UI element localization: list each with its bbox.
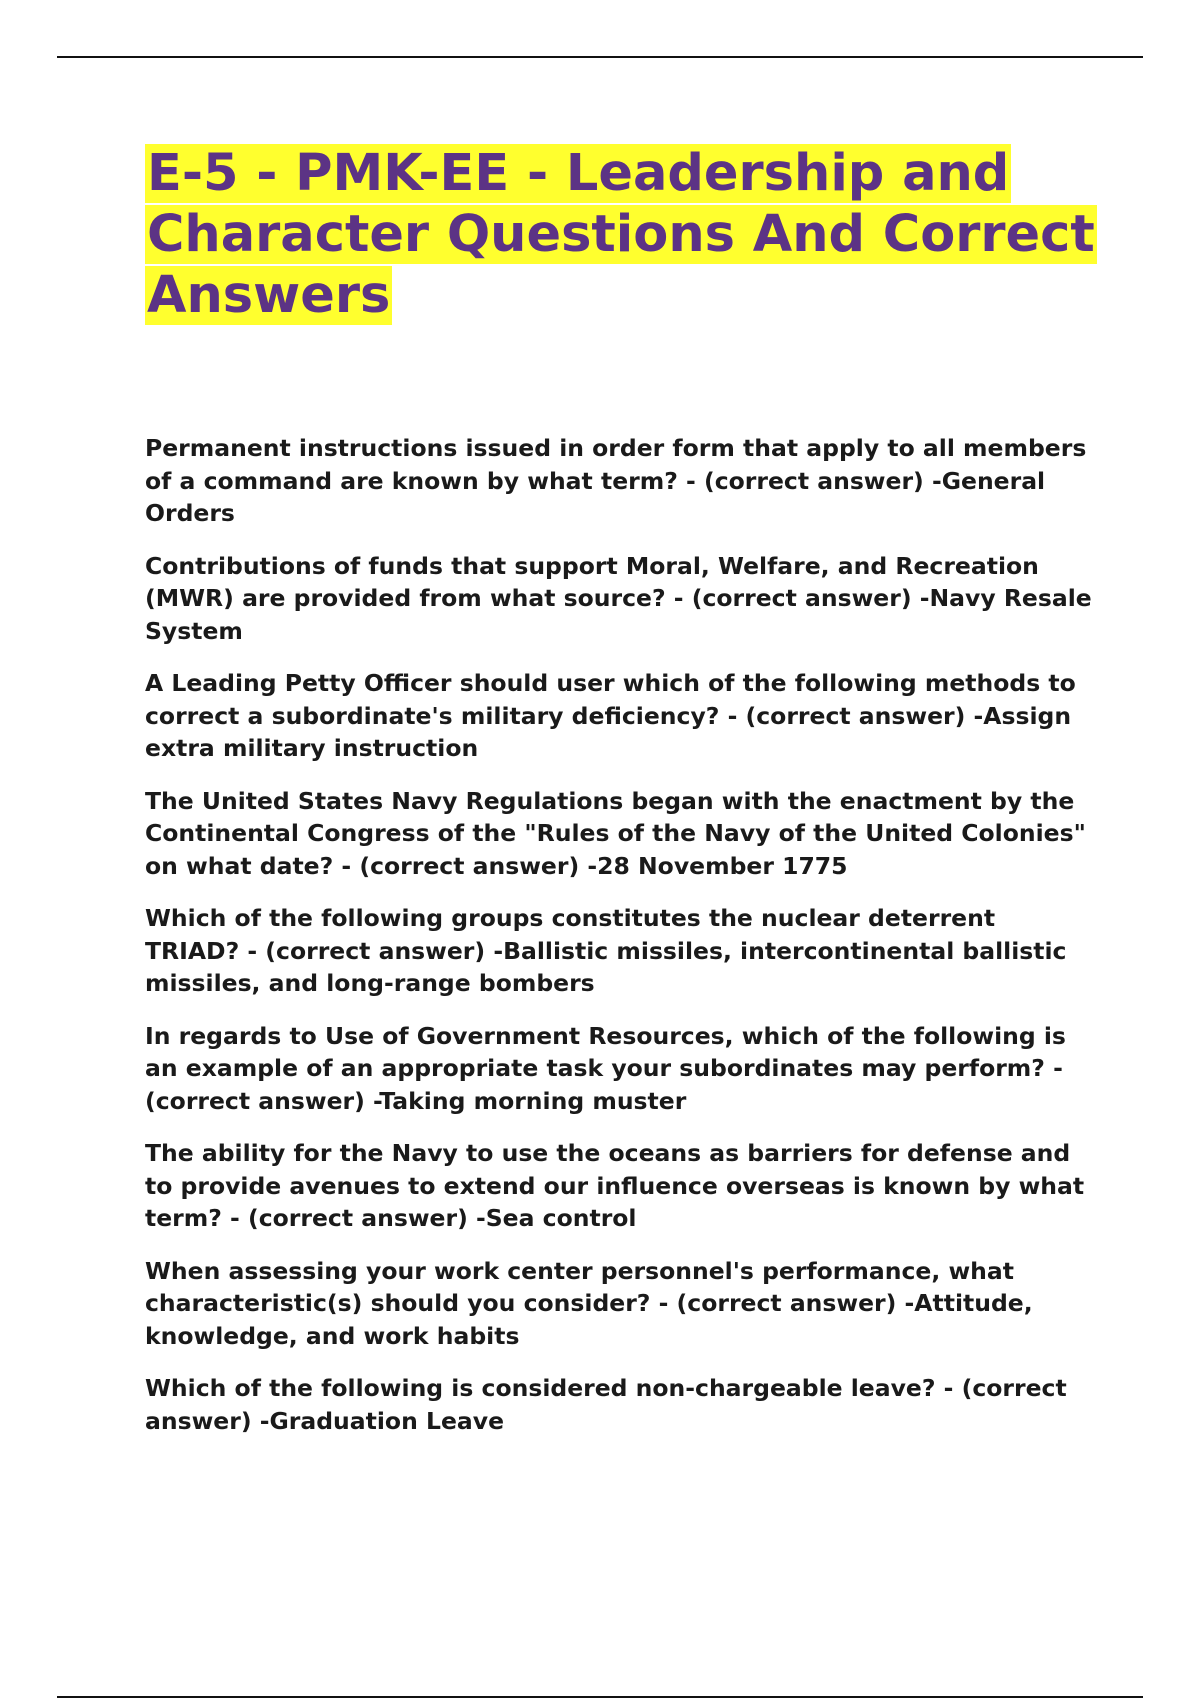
document-title-text: E-5 - PMK-EE - Leadership and Character Questions And Correct Answers: [147, 144, 1095, 325]
qa-item: The United States Navy Regulations began with the enactment by the Continental Congress of the "Rules of the Navy of the United Colonies" on what date? - (correct answer) -28 November 1775: [145, 786, 1086, 880]
qa-item: In regards to Use of Government Resources, which of the following is an example of an appropriate task your subordinates may perform? - (correct answer) -Taking morning muster: [145, 1021, 1066, 1115]
top-rule: [57, 56, 1143, 58]
qa-item: Which of the following groups constitutes the nuclear deterrent TRIAD? - (correct answer) -Ballistic missiles, intercontinental ballistic missiles, and long-range bombers: [145, 904, 1067, 997]
qa-list: [145, 432, 1095, 1457]
qa-item: Contributions of funds that support Moral, Welfare, and Recreation (MWR) are provided from what source? - (correct answer) -Navy Resale System: [145, 551, 1092, 645]
bottom-rule: [57, 1696, 1143, 1698]
qa-item: When assessing your work center personnel's performance, what characteristic(s) should you consider? - (correct answer) -Attitude, knowledge, and work habits: [145, 1256, 1033, 1350]
qa-item: The ability for the Navy to use the oceans as barriers for defense and to provide avenues to extend our influence overseas is known by what term? - (correct answer) -Sea control: [145, 1139, 1085, 1232]
document-title: [145, 143, 1105, 326]
qa-item: Permanent instructions issued in order form that apply to all members of a command are known by what term? - (correct answer) -General Orders: [145, 434, 1087, 527]
qa-item: Which of the following is considered non-chargeable leave? - (correct answer) -Graduation Leave: [145, 1374, 1067, 1435]
qa-item: A Leading Petty Officer should user which of the following methods to correct a subordinate's military deficiency? - (correct answer) -Assign extra military instruction: [145, 669, 1076, 762]
